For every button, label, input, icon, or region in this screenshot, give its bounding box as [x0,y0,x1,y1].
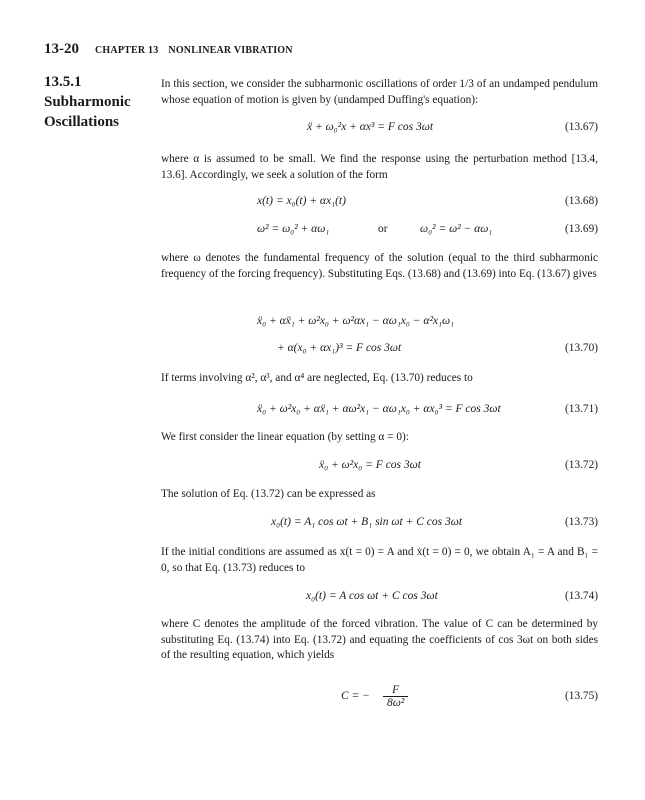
equation-13-72-tag: (13.72) [565,459,598,471]
page-number: 13-20 [44,41,79,57]
paragraph-solution: The solution of Eq. (13.72) can be expressed as [161,488,376,500]
equation-13-72 [161,459,598,475]
equation-13-75-denominator: 8ω² [387,697,405,709]
equation-13-67-tag: (13.67) [565,121,598,133]
equation-13-69-or: or [378,223,388,235]
equation-13-74 [161,590,598,606]
equation-13-70-tag: (13.70) [565,342,598,354]
equation-13-68 [161,195,598,211]
equation-13-75-numerator: F [383,684,408,697]
section-title-line2: Oscillations [44,114,120,130]
equation-13-69-left: ω² = ω₀² + αω₁ [257,223,330,235]
equation-13-69-right: ω₀² = ω² − αω₁ [420,223,493,235]
equation-13-68-tag: (13.68) [565,195,598,207]
equation-13-73-expr: x₀(t) = A₁ cos ωt + B₁ sin ωt + C cos 3ωt [271,516,463,528]
paragraph-perturbation: where α is assumed to be small. We find the response using the perturbation method [13.4, 13.6]. Accordingly, we seek a solution of the form [161,153,598,181]
equation-13-67 [161,121,598,137]
equation-13-74-tag: (13.74) [565,590,598,602]
section-title [44,92,154,132]
equation-13-70-line1 [161,315,598,331]
equation-13-75 [161,684,598,724]
equation-13-75-fraction [383,684,408,709]
equation-13-71-tag: (13.71) [565,403,598,415]
equation-13-74-expr: x₀(t) = A cos ωt + C cos 3ωt [306,590,438,602]
chapter-title: NONLINEAR VIBRATION [168,45,293,56]
equation-13-75-lhs: C = − [341,690,370,702]
equation-13-72-expr: ẍ₀ + ω²x₀ = F cos 3ωt [319,459,421,471]
equation-13-75-tag: (13.75) [565,690,598,702]
equation-13-69 [161,223,598,239]
equation-13-70-line2 [161,342,598,358]
equation-13-71 [161,403,598,419]
equation-13-67-expr: ẍ + ω₀²x + αx³ = F cos 3ωt [307,121,434,133]
equation-13-71-expr: ẍ₀ + ω²x₀ + αẍ₁ + αω²x₁ − αω₁x₀ + αx₀³ = F cos 3ωt [257,403,501,415]
equation-13-70-line2-expr: + α(x₀ + αx₁)³ = F cos 3ωt [277,342,402,354]
section-title-line1: Subharmonic [44,94,131,110]
equation-13-70-line1-expr: ẍ₀ + αẍ₁ + ω²x₀ + ω²αx₁ − αω₁x₀ − α²x₁ω₁ [257,315,455,327]
equation-13-73-tag: (13.73) [565,516,598,528]
chapter-label: CHAPTER 13 [95,45,159,56]
section-number: 13.5.1 [44,74,82,90]
paragraph-intro: In this section, we consider the subharmonic oscillations of order 1/3 of an undamped pendulum whose equation of motion is given by (undamped Duffing's equation): [161,78,598,106]
paragraph-initial-conditions: If the initial conditions are assumed as x(t = 0) = A and ẋ(t = 0) = 0, we obtain A₁ = A and B₁ = 0, so that Eq. (13.73) reduces to [161,546,598,574]
running-header [44,40,293,58]
equation-13-69-tag: (13.69) [565,223,598,235]
paragraph-neglect-terms: If terms involving α², α³, and α⁴ are neglected, Eq. (13.70) reduces to [161,372,473,384]
equation-13-68-expr: x(t) = x₀(t) + αx₁(t) [257,195,346,207]
equation-13-73 [161,516,598,532]
paragraph-linear-equation: We first consider the linear equation (by setting α = 0): [161,431,409,443]
paragraph-amplitude: where C denotes the amplitude of the forced vibration. The value of C can be determined by substituting Eq. (13.74) into Eq. (13.72) and equating the coefficients of cos 3ωt on both sides of the resulting equation, which yields [161,618,598,661]
paragraph-fundamental-frequency: where ω denotes the fundamental frequency of the solution (equal to the third subharmonic frequency of the forcing frequency). Substituting Eqs. (13.68) and (13.69) into Eq. (13.67) gives [161,252,598,280]
